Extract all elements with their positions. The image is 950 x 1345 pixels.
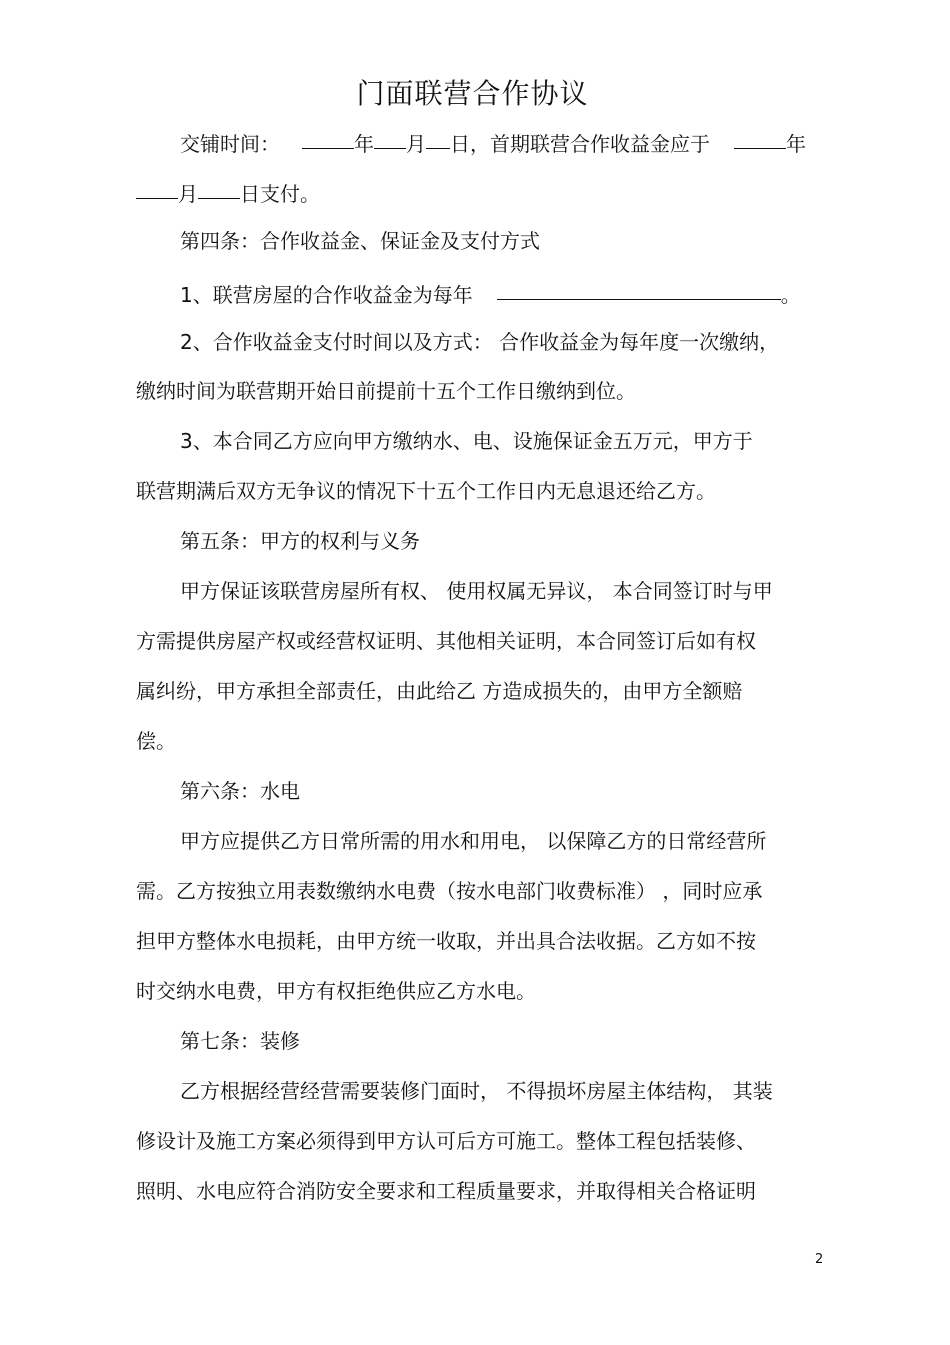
payment-day-blank <box>198 176 240 199</box>
year-label: 年 <box>354 132 374 156</box>
article-5-heading: 第五条：甲方的权利与义务 <box>180 529 420 553</box>
article-5-line-3: 属纠纷，甲方承担全部责任，由此给乙 方造成损失的，由甲方全额赔 <box>136 679 743 703</box>
clause-2-line-1: 2、合作收益金支付时间以及方式： 合作收益金为每年度一次缴纳， <box>180 330 780 354</box>
clause-2-line-2: 缴纳时间为联营期开始日前提前十五个工作日缴纳到位。 <box>136 379 636 403</box>
year-blank <box>302 126 354 149</box>
annual-income-line <box>180 277 801 310</box>
clause-3-line-1: 3、本合同乙方应向甲方缴纳水、电、设施保证金五万元，甲方于 <box>180 429 753 453</box>
annual-income-end: 。 <box>780 283 801 307</box>
clause-3-line-2: 联营期满后双方无争议的情况下十五个工作日内无息退还给乙方。 <box>136 479 716 503</box>
payment-year-blank <box>734 126 786 149</box>
article-4-heading: 第四条：合作收益金、保证金及支付方式 <box>180 229 540 253</box>
article-6-line-2: 需。乙方按独立用表数缴纳水电费（按水电部门收费标准） ，同时应承 <box>136 879 763 903</box>
month-label: 月 <box>406 132 426 156</box>
article-7-line-1: 乙方根据经营经营需要装修门面时， 不得损坏房屋主体结构， 其装 <box>180 1079 773 1103</box>
handover-time-line <box>180 126 806 159</box>
document-title: 门面联营合作协议 <box>356 77 589 110</box>
handover-time-label: 交铺时间： <box>180 132 280 156</box>
article-5-line-2: 方需提供房屋产权或经营权证明、其他相关证明，本合同签订后如有权 <box>136 629 756 653</box>
article-7-line-2: 修设计及施工方案必须得到甲方认可后方可施工。整体工程包括装修、 <box>136 1129 756 1153</box>
first-payment-text: 日，首期联营合作收益金应于 <box>450 132 710 156</box>
article-7-heading: 第七条：装修 <box>180 1029 300 1053</box>
month-blank <box>374 126 406 149</box>
article-6-line-1: 甲方应提供乙方日常所需的用水和用电， 以保障乙方的日常经营所 <box>180 829 767 853</box>
day-blank <box>426 126 450 149</box>
article-5-line-4: 偿。 <box>136 729 176 753</box>
article-6-line-4: 时交纳水电费，甲方有权拒绝供应乙方水电。 <box>136 979 536 1003</box>
annual-income-blank <box>497 277 781 300</box>
payment-month-blank <box>136 176 178 199</box>
article-5-line-1: 甲方保证该联营房屋所有权、 使用权属无异议， 本合同签订时与甲 <box>180 579 773 603</box>
annual-income-text: 1、联营房屋的合作收益金为每年 <box>180 283 473 307</box>
payment-month-label: 月 <box>178 182 198 206</box>
article-6-line-3: 担甲方整体水电损耗，由甲方统一收取，并出具合法收据。乙方如不按 <box>136 929 756 953</box>
page-number: 2 <box>815 1252 824 1267</box>
payment-date-line <box>136 176 320 209</box>
article-6-heading: 第六条：水电 <box>180 779 300 803</box>
payment-day-text: 日支付。 <box>240 182 320 206</box>
article-7-line-3: 照明、水电应符合消防安全要求和工程质量要求，并取得相关合格证明 <box>136 1179 756 1203</box>
payment-year-label: 年 <box>786 132 806 156</box>
